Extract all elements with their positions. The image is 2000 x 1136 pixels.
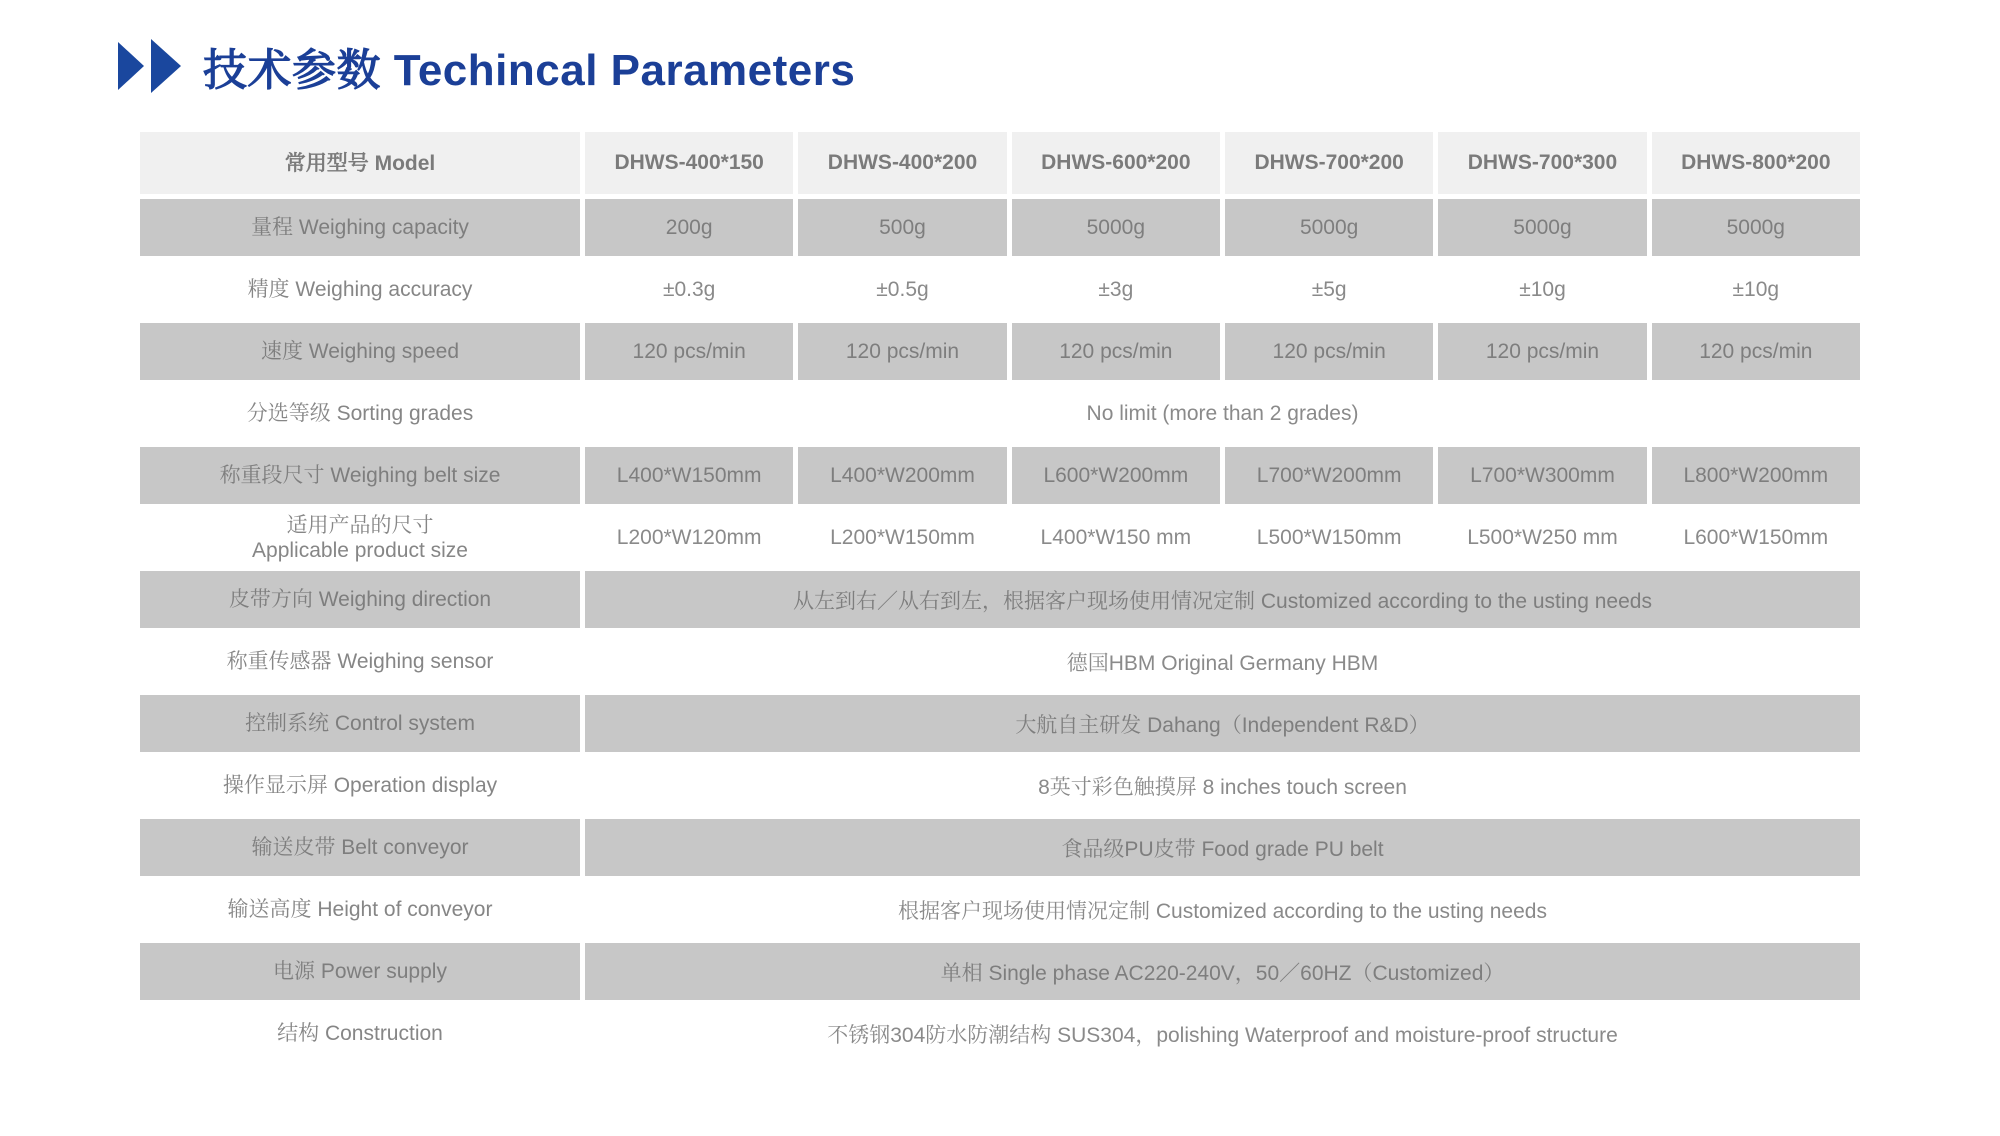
table-span-cell: 从左到右／从右到左，根据客户现场使用情况定制 Customized according to the usting needs (585, 571, 1860, 628)
row-label (140, 261, 580, 318)
table-row (140, 695, 1860, 752)
row-label (140, 199, 580, 256)
table-cell: ±0.3g (662, 277, 716, 301)
model-name-header: DHWS-600*200 (1012, 132, 1220, 194)
table-cell: L500*W150mm (1256, 525, 1402, 549)
arrow-right-icon (118, 42, 144, 90)
row-label (140, 447, 580, 504)
row-label (140, 881, 580, 938)
table-cell: 120 pcs/min (1225, 323, 1433, 380)
table-cell: 120 pcs/min (1438, 323, 1646, 380)
table-cell: ±10g (1519, 277, 1566, 301)
table-cell: 5000g (1652, 199, 1860, 256)
table-cell: L600*W200mm (1012, 447, 1220, 504)
table-cell: 5000g (1438, 199, 1646, 256)
table-cell: L700*W300mm (1438, 447, 1646, 504)
row-label-text: 适用产品的尺寸 (286, 513, 434, 537)
table-header-row (140, 132, 1860, 194)
table-row (140, 199, 1860, 256)
table-cell: L200*W120mm (616, 525, 762, 549)
row-label-text: 输送皮带 Belt conveyor (251, 836, 469, 859)
table-row (140, 757, 1860, 814)
model-name-header: DHWS-700*300 (1438, 132, 1646, 194)
table-cell: 120 pcs/min (1012, 323, 1220, 380)
table-row (140, 881, 1860, 938)
row-label-text: 皮带方向 Weighing direction (228, 588, 492, 611)
table-span-cell: 单相 Single phase AC220-240V，50／60HZ（Customized） (585, 943, 1860, 1000)
table-cell: ±5g (1311, 277, 1347, 301)
model-name-header: DHWS-800*200 (1652, 132, 1860, 194)
row-label (140, 633, 580, 690)
model-name-header: DHWS-700*200 (1225, 132, 1433, 194)
row-label-text: 精度 Weighing accuracy (247, 278, 473, 301)
row-label-text: 控制系统 Control system (245, 712, 475, 735)
table-row (140, 509, 1860, 566)
row-label-text: 称重传感器 Weighing sensor (226, 650, 494, 673)
table-cell: L200*W150mm (830, 525, 975, 549)
table-row (140, 385, 1860, 442)
row-label (140, 571, 580, 628)
table-row (140, 571, 1860, 628)
section-title (118, 34, 2000, 98)
row-label-text-line2: Applicable product size (252, 538, 468, 562)
row-label (140, 757, 580, 814)
table-row (140, 323, 1860, 380)
row-label (140, 509, 580, 566)
table-cell: L500*W250 mm (1467, 525, 1618, 549)
row-label-text: 称重段尺寸 Weighing belt size (219, 464, 501, 487)
model-column-header: 常用型号 Model (140, 132, 580, 194)
table-cell: 5000g (1012, 199, 1220, 256)
table-cell: L400*W200mm (798, 447, 1006, 504)
table-row (140, 447, 1860, 504)
row-label-text: 操作显示屏 Operation display (222, 774, 498, 797)
row-label-text: 结构 Construction (277, 1022, 443, 1045)
row-label (140, 943, 580, 1000)
table-span-cell: 食品级PU皮带 Food grade PU belt (585, 819, 1860, 876)
table-span-cell: 大航自主研发 Dahang（Independent R&D） (585, 695, 1860, 752)
table-cell: L700*W200mm (1225, 447, 1433, 504)
table-cell: 120 pcs/min (585, 323, 793, 380)
table-cell: L600*W150mm (1683, 525, 1829, 549)
table-row (140, 633, 1860, 690)
table-span-cell: No limit (more than 2 grades) (1086, 401, 1359, 425)
row-label-text: 电源 Power supply (273, 960, 447, 983)
table-row (140, 819, 1860, 876)
model-name-header: DHWS-400*150 (585, 132, 793, 194)
arrow-right-icon (151, 39, 181, 93)
table-span-cell: 8英寸彩色触摸屏 8 inches touch screen (1038, 775, 1407, 799)
row-label (140, 695, 580, 752)
table-cell: L400*W150mm (585, 447, 793, 504)
table-cell: ±0.5g (876, 277, 929, 301)
table-row (140, 943, 1860, 1000)
table-cell: L400*W150 mm (1040, 525, 1192, 549)
table-span-cell: 德国HBM Original Germany HBM (1066, 651, 1379, 675)
row-label (140, 819, 580, 876)
table-span-cell: 根据客户现场使用情况定制 Customized according to the usting needs (898, 899, 1547, 923)
table-cell: L800*W200mm (1652, 447, 1860, 504)
table-cell: 5000g (1225, 199, 1433, 256)
model-name-header: DHWS-400*200 (798, 132, 1006, 194)
row-label (140, 1005, 580, 1062)
row-label-text: 速度 Weighing speed (260, 340, 460, 363)
table-cell: 120 pcs/min (1652, 323, 1860, 380)
table-cell: 200g (585, 199, 793, 256)
table-cell: 120 pcs/min (798, 323, 1006, 380)
table-row (140, 261, 1860, 318)
table-row (140, 1005, 1860, 1062)
table-span-cell: 不锈钢304防水防潮结构 SUS304，polishing Waterproof and moisture-proof structure (827, 1023, 1618, 1047)
table-cell: 500g (798, 199, 1006, 256)
row-label-text: 输送高度 Height of conveyor (227, 898, 493, 921)
row-label-text: 分选等级 Sorting grades (246, 402, 474, 425)
row-label (140, 385, 580, 442)
row-label (140, 323, 580, 380)
parameters-table (140, 132, 1860, 1062)
table-cell: ±3g (1098, 277, 1134, 301)
page-title: 技术参数 Techincal Parameters (203, 46, 856, 95)
table-cell: ±10g (1732, 277, 1780, 301)
row-label-text: 量程 Weighing capacity (251, 216, 469, 239)
